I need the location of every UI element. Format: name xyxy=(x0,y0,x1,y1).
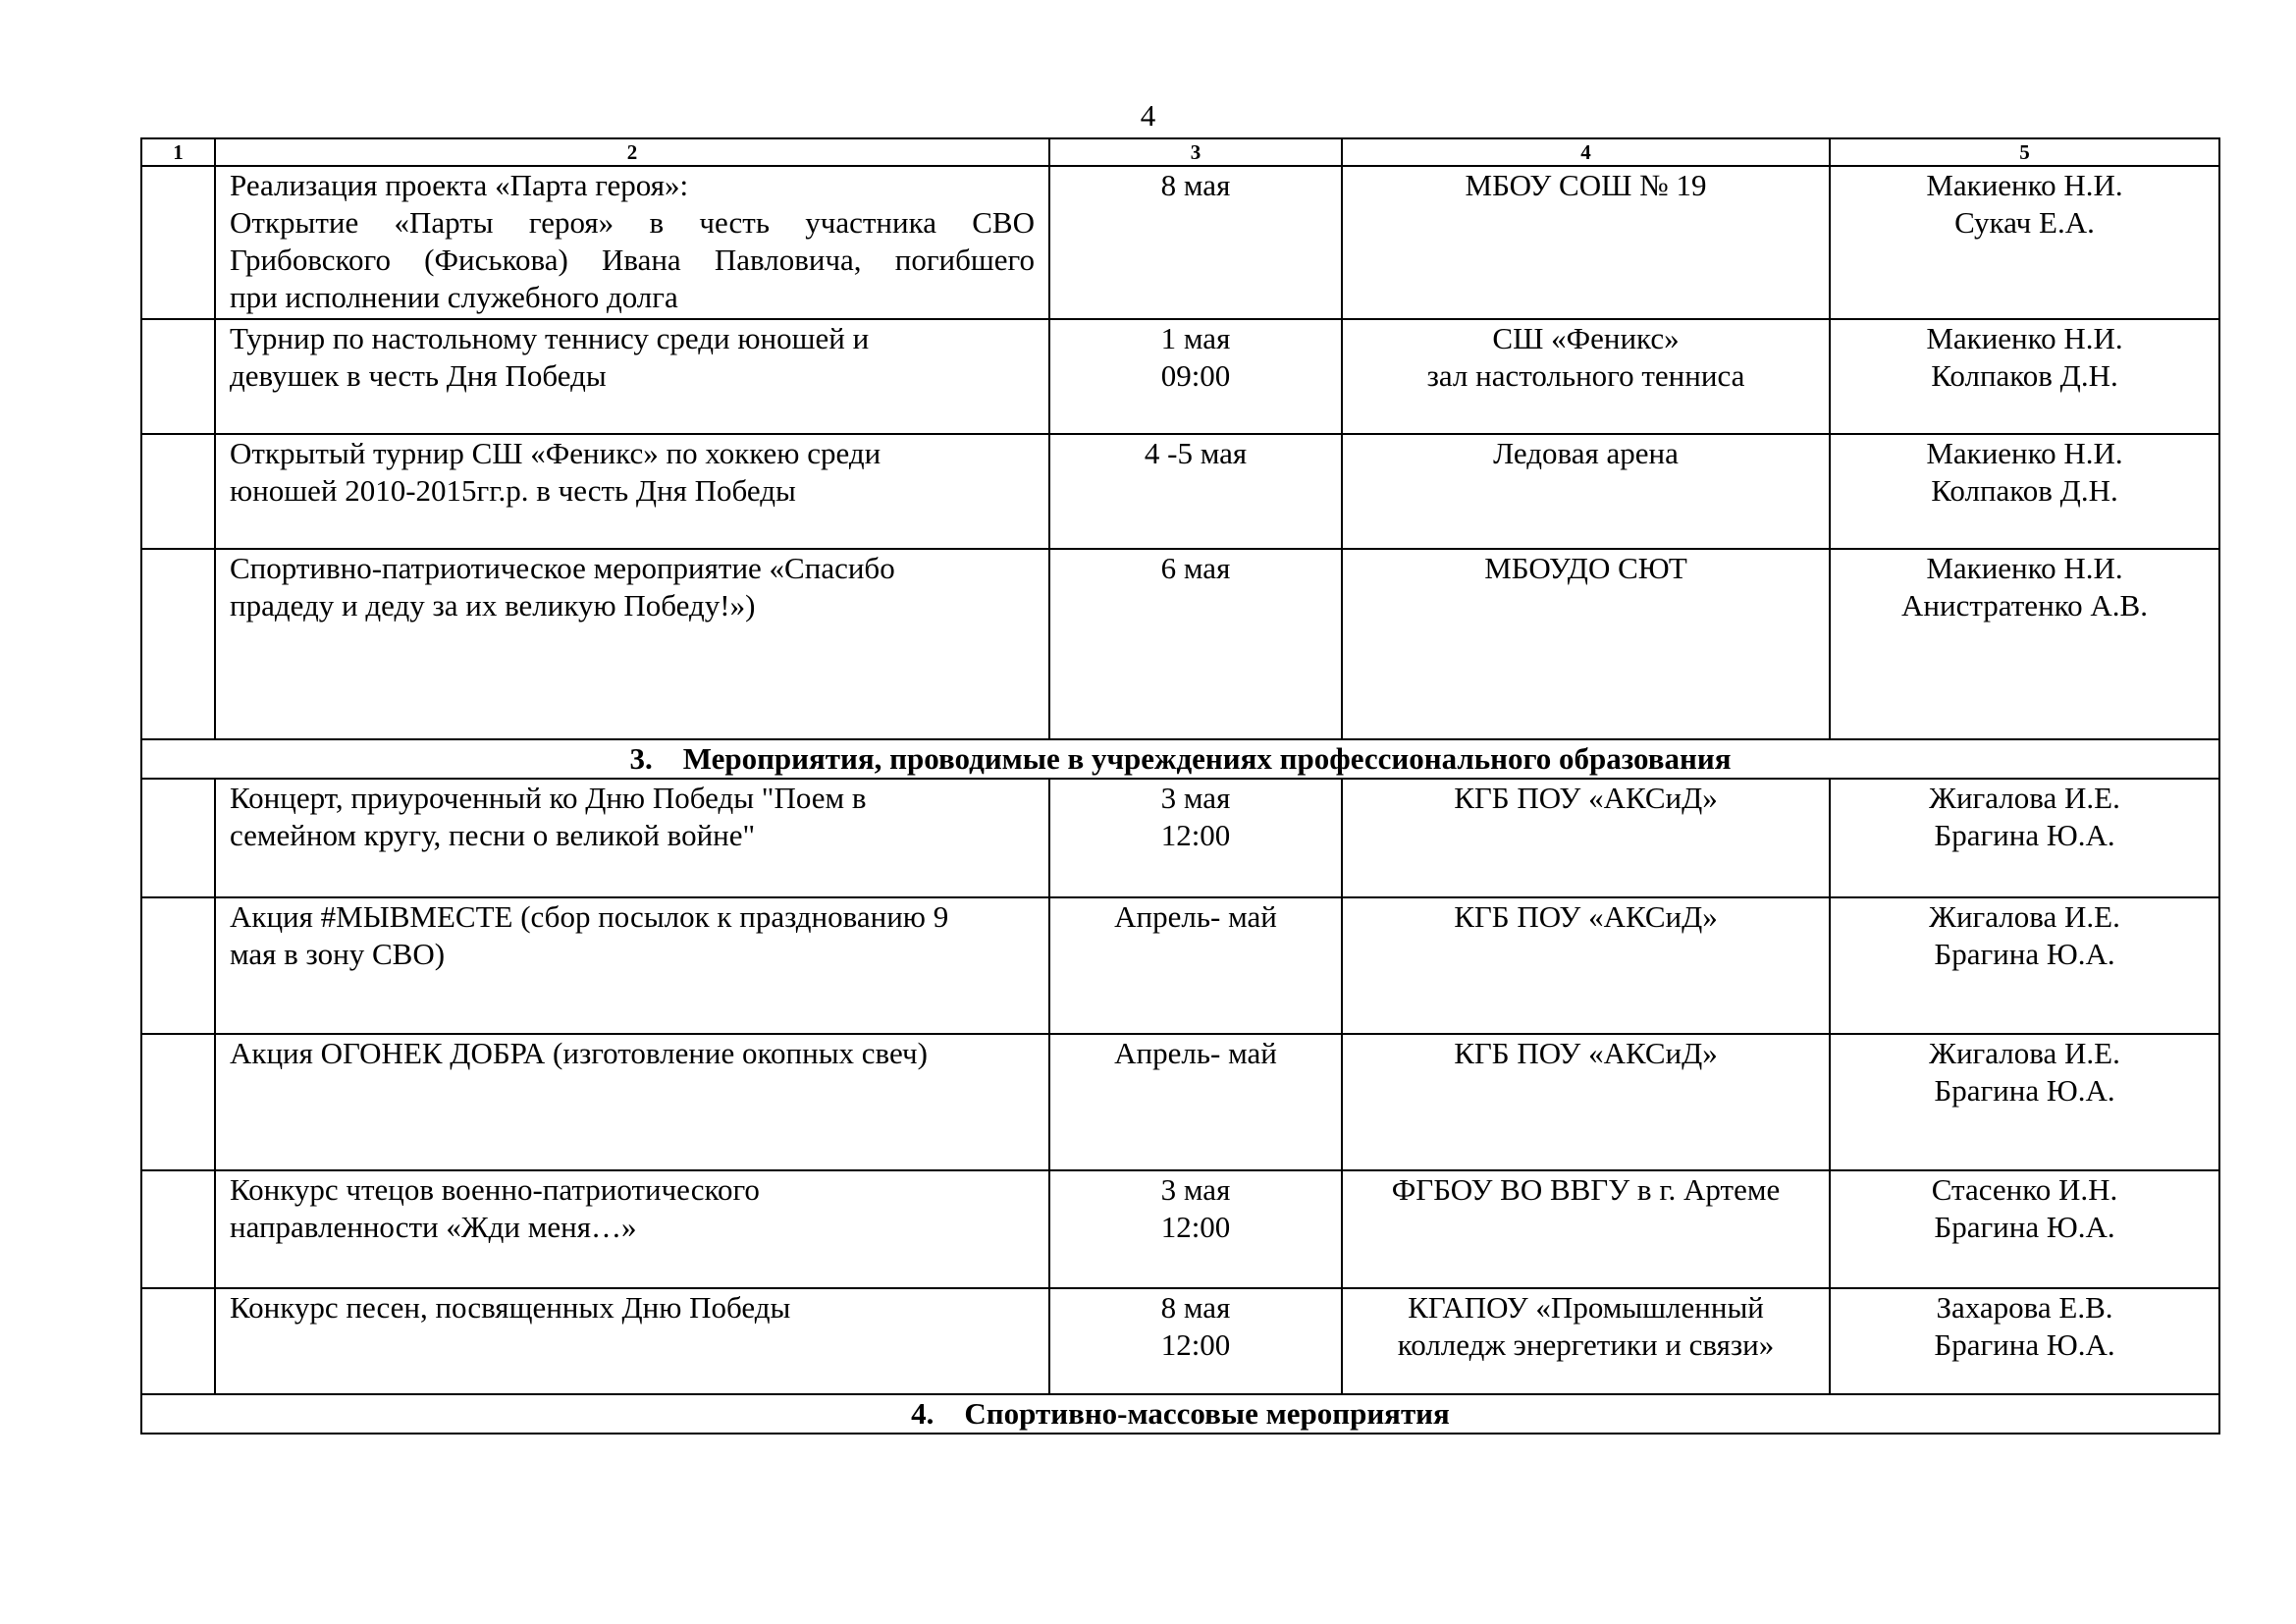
responsible-line: Макиенко Н.И. xyxy=(1926,551,2123,585)
date-cell xyxy=(1049,319,1342,434)
place-cell xyxy=(1342,166,1830,319)
place-line: ФГБОУ ВО ВВГУ в г. Артеме xyxy=(1391,1172,1781,1207)
responsible-line: Жигалова И.Е. xyxy=(1929,781,2120,815)
event-line: семейном кругу, песни о великой войне" xyxy=(230,818,756,852)
responsible-line: Брагина Ю.А. xyxy=(1934,818,2115,852)
event-line: девушек в честь Дня Победы xyxy=(230,358,607,393)
row-number-cell xyxy=(141,319,215,434)
responsible-cell xyxy=(1830,897,2219,1034)
place-line: зал настольного тенниса xyxy=(1426,358,1745,393)
event-cell xyxy=(215,1170,1049,1288)
responsible-line: Макиенко Н.И. xyxy=(1926,168,2123,202)
place-line: КГБ ПОУ «АКСиД» xyxy=(1454,781,1718,815)
table-row xyxy=(141,1170,2219,1288)
responsible-cell xyxy=(1830,434,2219,549)
column-number: 2 xyxy=(215,138,1049,166)
table-row xyxy=(141,319,2219,434)
responsible-cell xyxy=(1830,1034,2219,1170)
place-line: МБОУ СОШ № 19 xyxy=(1465,168,1707,202)
date-line: 6 мая xyxy=(1160,551,1231,585)
event-cell xyxy=(215,1288,1049,1394)
date-cell xyxy=(1049,434,1342,549)
responsible-line: Брагина Ю.А. xyxy=(1934,937,2115,971)
responsible-cell xyxy=(1830,1288,2219,1394)
row-number-cell xyxy=(141,549,215,739)
table-row xyxy=(141,1288,2219,1394)
place-cell xyxy=(1342,897,1830,1034)
section-heading-row xyxy=(141,739,2219,779)
date-cell xyxy=(1049,549,1342,739)
responsible-cell xyxy=(1830,779,2219,897)
responsible-cell xyxy=(1830,1170,2219,1288)
event-cell xyxy=(215,319,1049,434)
responsible-line: Колпаков Д.Н. xyxy=(1931,358,2118,393)
responsible-line: Колпаков Д.Н. xyxy=(1931,473,2118,508)
table-row xyxy=(141,434,2219,549)
responsible-line: Жигалова И.Е. xyxy=(1929,899,2120,934)
responsible-line: Макиенко Н.И. xyxy=(1926,321,2123,355)
table-row xyxy=(141,897,2219,1034)
place-line: СШ «Феникс» xyxy=(1492,321,1680,355)
event-cell xyxy=(215,897,1049,1034)
event-line: при исполнении служебного долга xyxy=(230,280,678,314)
place-cell xyxy=(1342,779,1830,897)
section-heading-row xyxy=(141,1394,2219,1434)
event-line: мая в зону СВО) xyxy=(230,937,446,971)
date-cell xyxy=(1049,1288,1342,1394)
table-row xyxy=(141,779,2219,897)
date-line: Апрель- май xyxy=(1114,899,1277,934)
section-heading: 4. Спортивно-массовые мероприятия xyxy=(141,1394,2219,1434)
responsible-cell xyxy=(1830,549,2219,739)
event-cell xyxy=(215,434,1049,549)
date-line: 3 мая xyxy=(1160,1172,1231,1207)
place-cell xyxy=(1342,434,1830,549)
row-number-cell xyxy=(141,779,215,897)
place-cell xyxy=(1342,1288,1830,1394)
responsible-line: Брагина Ю.А. xyxy=(1934,1210,2115,1244)
place-cell xyxy=(1342,1034,1830,1170)
date-line: 12:00 xyxy=(1160,1210,1231,1244)
place-line: МБОУДО СЮТ xyxy=(1484,551,1687,585)
responsible-line: Брагина Ю.А. xyxy=(1934,1073,2115,1108)
table-row xyxy=(141,1034,2219,1170)
column-number-row xyxy=(141,138,2219,166)
responsible-line: Брагина Ю.А. xyxy=(1934,1327,2115,1362)
column-number: 3 xyxy=(1049,138,1342,166)
date-line: 12:00 xyxy=(1160,818,1231,852)
event-line: Открытый турнир СШ «Феникс» по хоккею среди xyxy=(230,436,881,470)
event-line: прадеду и деду за их великую Победу!») xyxy=(230,588,756,623)
place-line: колледж энергетики и связи» xyxy=(1397,1327,1775,1362)
place-cell xyxy=(1342,319,1830,434)
row-number-cell xyxy=(141,1170,215,1288)
responsible-line: Стасенко И.Н. xyxy=(1931,1172,2118,1207)
events-table xyxy=(140,137,2220,1435)
place-line: КГАПОУ «Промышленный xyxy=(1408,1290,1764,1325)
date-line: 3 мая xyxy=(1160,781,1231,815)
event-line: Конкурс чтецов военно-патриотического xyxy=(230,1172,760,1207)
event-cell xyxy=(215,166,1049,319)
event-line: Реализация проекта «Парта героя»: xyxy=(230,168,689,202)
event-line: Акция #МЫВМЕСТЕ (сбор посылок к празднованию 9 xyxy=(230,899,949,934)
event-cell xyxy=(215,549,1049,739)
place-line: КГБ ПОУ «АКСиД» xyxy=(1454,1036,1718,1070)
responsible-cell xyxy=(1830,319,2219,434)
place-cell xyxy=(1342,549,1830,739)
date-line: 4 -5 мая xyxy=(1144,436,1248,470)
date-cell xyxy=(1049,897,1342,1034)
date-line: 12:00 xyxy=(1160,1327,1231,1362)
row-number-cell xyxy=(141,434,215,549)
date-line: 09:00 xyxy=(1160,358,1231,393)
row-number-cell xyxy=(141,1288,215,1394)
event-line: юношей 2010-2015гг.р. в честь Дня Победы xyxy=(230,473,796,508)
event-cell xyxy=(215,1034,1049,1170)
responsible-line: Сукач Е.А. xyxy=(1954,205,2095,240)
date-line: 1 мая xyxy=(1160,321,1231,355)
table-row xyxy=(141,166,2219,319)
responsible-line: Захарова Е.В. xyxy=(1936,1290,2113,1325)
row-number-cell xyxy=(141,166,215,319)
event-line: Акция ОГОНЕК ДОБРА (изготовление окопных свеч) xyxy=(230,1036,928,1070)
event-line: Конкурс песен, посвященных Дню Победы xyxy=(230,1290,791,1325)
place-line: Ледовая арена xyxy=(1493,436,1679,470)
date-cell xyxy=(1049,166,1342,319)
date-cell xyxy=(1049,779,1342,897)
table-row xyxy=(141,549,2219,739)
event-line: Концерт, приуроченный ко Дню Победы "Поем в xyxy=(230,781,867,815)
event-line: Открытие «Парты героя» в честь участника СВО xyxy=(230,205,1035,240)
responsible-cell xyxy=(1830,166,2219,319)
event-line: направленности «Жди меня…» xyxy=(230,1210,637,1244)
date-cell xyxy=(1049,1170,1342,1288)
responsible-line: Жигалова И.Е. xyxy=(1929,1036,2120,1070)
section-heading: 3. Мероприятия, проводимые в учреждениях профессионального образования xyxy=(141,739,2219,779)
date-line: 8 мая xyxy=(1160,168,1231,202)
date-cell xyxy=(1049,1034,1342,1170)
column-number: 1 xyxy=(141,138,215,166)
row-number-cell xyxy=(141,897,215,1034)
date-line: Апрель- май xyxy=(1114,1036,1277,1070)
event-cell xyxy=(215,779,1049,897)
place-cell xyxy=(1342,1170,1830,1288)
responsible-line: Макиенко Н.И. xyxy=(1926,436,2123,470)
event-line: Грибовского (Фиськова) Ивана Павловича, погибшего xyxy=(230,243,1035,277)
date-line: 8 мая xyxy=(1160,1290,1231,1325)
event-line: Турнир по настольному теннису среди юношей и xyxy=(230,321,870,355)
place-line: КГБ ПОУ «АКСиД» xyxy=(1454,899,1718,934)
column-number: 5 xyxy=(1830,138,2219,166)
row-number-cell xyxy=(141,1034,215,1170)
page-number: 4 xyxy=(1140,98,1156,133)
event-line: Спортивно-патриотическое мероприятие «Спасибо xyxy=(230,551,895,585)
responsible-line: Анистратенко А.В. xyxy=(1901,588,2148,623)
column-number: 4 xyxy=(1342,138,1830,166)
